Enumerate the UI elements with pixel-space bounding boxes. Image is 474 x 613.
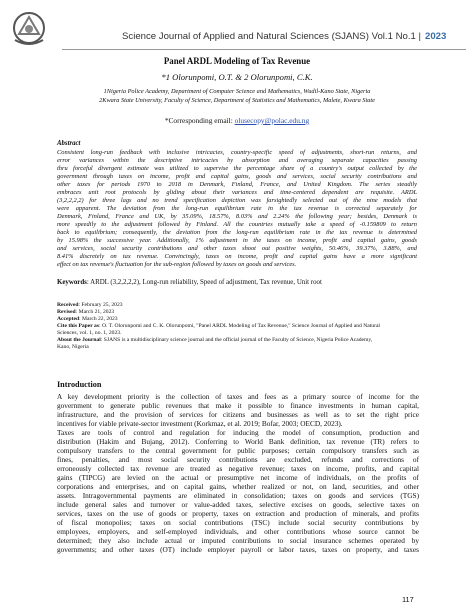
abstract-line: other taxes for periods 1970 to 2018 in Denmark, Finland, France, and United Kingdom. The series steadily	[57, 181, 417, 188]
received-label: Received	[57, 302, 79, 308]
abstract-line: (3,2,2,2,2) for three lags and no trend specification depiction was farsightedly selected out of the nine models that	[57, 197, 417, 204]
abstract-line: Denmark, Finland, France and UK, by 35.09%, 18.57%, 8.03% and 2.24% the following year; besides, Denmark is	[57, 213, 417, 220]
keywords-text: : ARDL (3,2,2,2,2), Long-run reliability, Speed of adjustment, Tax revenue, Unit root	[86, 279, 322, 286]
about-journal	[57, 337, 372, 344]
about-journal-continued: Kano, Nigeria	[57, 344, 89, 350]
abstract-line: Consistent long-run feedback with inclusive intricacies, country-specific speed of adjustments, short-run returns, and	[57, 149, 417, 156]
abstract-line: embraces unit root protocols by gliding about their variances and time-centered dependent are requisite. ARDL	[57, 189, 417, 196]
affiliation-1: 1Nigeria Police Academy, Department of Computer Science and Mathematics, Wudil-Kano State, Nigeria	[103, 88, 371, 95]
journal-header	[62, 8, 466, 48]
affiliation-2: 2Kwara State University, Faculty of Science, Department of Statistics and Mathematics, Malete, Kwara State	[99, 97, 375, 104]
corresponding-author	[0, 116, 474, 125]
introduction-line: governments; and other taxes (OT) include employer payroll or labor taxes, taxes on property, and taxes	[57, 545, 419, 554]
introduction-line: infrastructure, and the provision of services for citizens and businesses as well as to set the right price	[57, 410, 419, 419]
abstract-heading: Abstract	[57, 140, 81, 147]
accepted-date	[57, 316, 118, 323]
revised-date	[57, 309, 114, 316]
about-label: About the Journal	[57, 337, 101, 343]
introduction-line: incentives for viable private-sector investment (Korkmaz, et al. 2019; Bofar, 2003; OECD, 2023).	[57, 419, 343, 428]
citation	[57, 323, 380, 330]
received-value: : February 25, 2023	[78, 302, 123, 308]
introduction-line: services, taxes on the use of goods or property, taxes on extraction and production of minerals, and profits	[57, 509, 419, 518]
corresponding-label: *Corresponding email:	[164, 116, 233, 125]
abstract-line: government through taxes on income, profit and capital gains, goods and services, social security contributions and	[57, 173, 417, 180]
paper-authors: *1 Olorunpomi, O.T. & 2 Olorunpomi, C.K.	[161, 72, 313, 82]
introduction-line: assets. Intragovernmental payments are eliminated in consolidation; taxes on goods and services (TGS)	[57, 491, 419, 500]
abstract-line: by 15.98% the successive year. Additionally, 1% adjustment in the taxes on income, profit and capital gains, goods	[57, 237, 417, 244]
cite-label: Cite this Paper as	[57, 323, 100, 329]
revised-label: Revised	[57, 309, 76, 315]
accepted-label: Accepted	[57, 316, 80, 322]
introduction-line: employees, employers, and self-employed individuals, and other contributions whose source cannot be	[57, 527, 419, 536]
introduction-line: corporations and enterprises, and on capital gains, whether realized or not, on land, securities, and other	[57, 482, 419, 491]
introduction-line: Taxes are tools of control and regulation for inducing the model of consumption, production and	[57, 428, 419, 437]
introduction-heading: Introduction	[57, 380, 102, 389]
introduction-line: distribution (Hakim and Bujang, 2012). Conferring to World Bank definition, tax revenue (TR) refers to	[57, 437, 419, 446]
journal-title	[122, 31, 446, 42]
corresponding-email-link[interactable]: olusecopy@polac.edu.ng	[234, 116, 310, 125]
introduction-line: gains (TIPCG) are levied on the actual or presumptive net income of individuals, on the profits of	[57, 473, 419, 482]
abstract-line: thru forceful divergent estimate was utilized to supervise the percentage share of a country's output collected by the	[57, 165, 417, 172]
introduction-line: erroneously collected tax revenue are treated as negative revenue; taxes on income, profits, and capital	[57, 464, 419, 473]
accepted-value: : March 22, 2023	[79, 316, 118, 322]
received-date	[57, 302, 123, 309]
journal-name: Science Journal of Applied and Natural Sciences (SJANS) Vol.1 No.1 |	[122, 31, 421, 42]
keywords	[57, 279, 322, 286]
journal-logo-icon	[10, 10, 48, 46]
introduction-line: A key development priority is the collection of taxes and fees as a primary source of income for the	[57, 392, 419, 401]
abstract-line: effect on tax revenue's fluctuation for the sub-region followed by taxes on goods and services.	[57, 261, 297, 268]
introduction-line: determined; they also include actual or imputed contributions to social insurance schemes operated by	[57, 536, 419, 545]
abstract-line: were apparent. The deviation from the long-run equilibrium rate in the tax revenue is corrected separately for	[57, 205, 417, 212]
abstract-line: more speedily to the adjustment followed by Finland. All the countries mutually take a speed of -0.159809 to return	[57, 221, 417, 228]
revised-value: : March 21, 2023	[75, 309, 115, 315]
introduction-line: fines, penalties, and most social security contributions are excluded, refunds and corrections of	[57, 455, 419, 464]
abstract-line: and services, social security contributions and other taxes shoot out positive weights, 50.46%, 39.37%, 3.88%, and	[57, 245, 417, 252]
abstract-line: 8.41% discretely on tax revenue. Convincingly, taxes on income, profit and capital gains have a more significant	[57, 253, 417, 260]
abstract-line: back to equilibrium; consequently, the deviation from the long-run equilibrium rate in the tax revenue is determined	[57, 229, 417, 236]
keywords-label: Keywords	[57, 279, 87, 286]
page-number: 117	[402, 595, 414, 604]
introduction-line: compulsory transfers to the central government for public purposes; certain compulsory transfers such as	[57, 446, 419, 455]
citation-continued: Sciences, vol. 1, no. 1, 2023.	[57, 330, 122, 336]
journal-year: 2023	[425, 31, 447, 42]
cite-text: : O. T. Olorunpomi and C. K. Olorunpomi, "Panel ARDL Modeling of Tax Revenue," Science Journal of Applied and Natural	[99, 323, 380, 329]
header-rule	[62, 49, 466, 50]
introduction-line: of fiscal monopolies; taxes on social contributions (TSC) include social security contributions by	[57, 518, 419, 527]
about-text: : SJANS is a multidisciplinary science journal and the official journal of the Faculty of Science, Nigeria Police Academy,	[100, 337, 373, 343]
introduction-line: include general sales and turnover or value-added taxes, selective excises on goods, selective taxes on	[57, 500, 419, 509]
paper-title: Panel ARDL Modeling of Tax Revenue	[163, 56, 311, 66]
abstract-line: error variances within the descriptive intricacies by absorption and averaging separate capacities passing	[57, 157, 417, 164]
introduction-line: government to generate public revenues that make it possible to finance investments in human capital,	[57, 401, 419, 410]
